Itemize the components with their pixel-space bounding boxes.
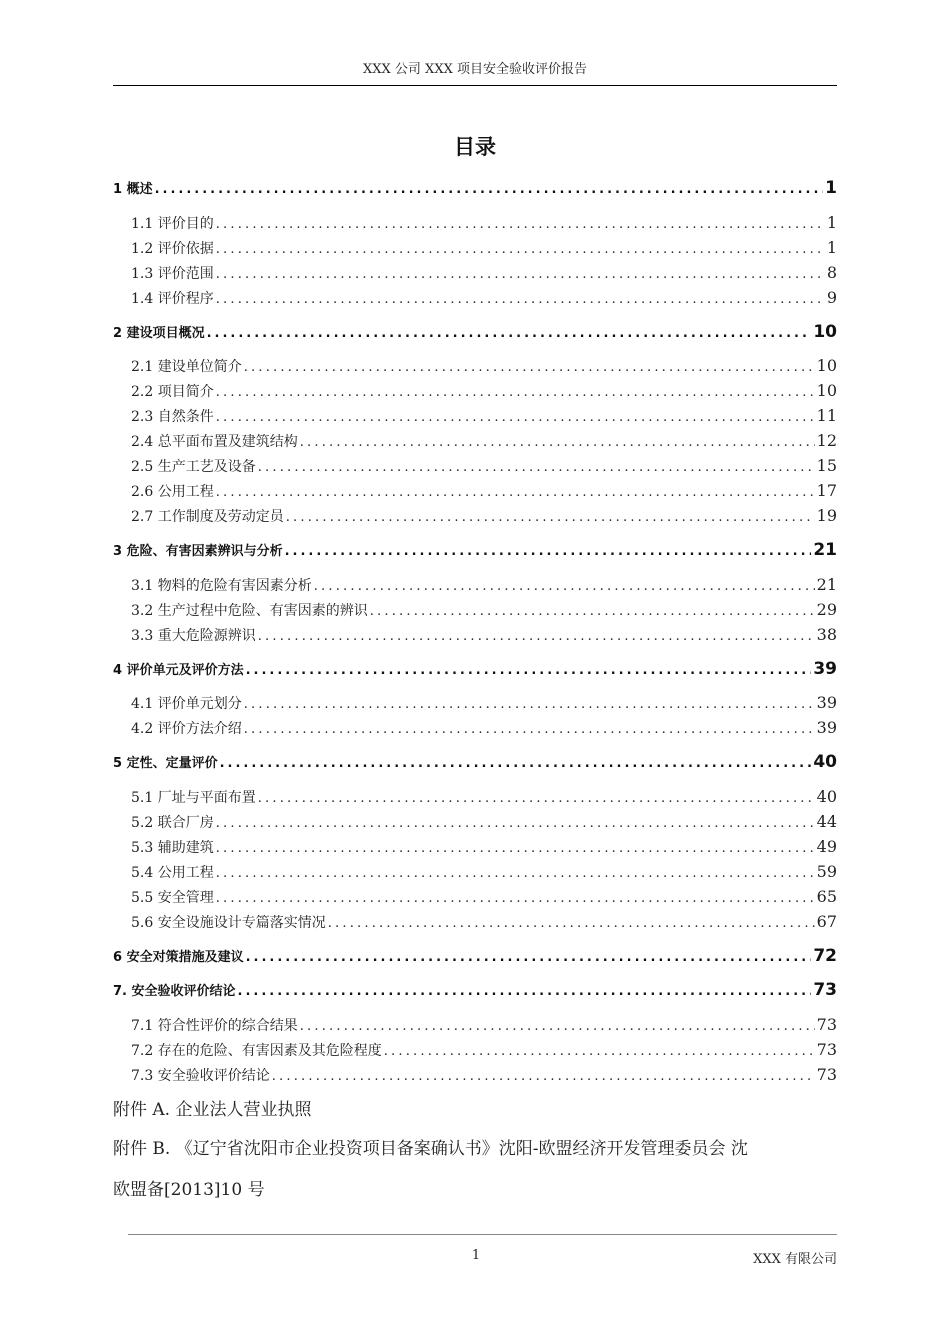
toc-entry-page: 1	[826, 213, 837, 232]
toc-entry-page: 10	[816, 381, 837, 400]
toc-entry-page: 72	[813, 946, 837, 966]
toc-entry-page: 17	[816, 481, 837, 500]
toc-entry-page: 15	[816, 456, 837, 475]
toc-entry-page: 67	[816, 912, 837, 931]
toc-entry-page: 73	[813, 980, 837, 1000]
header-rule	[113, 85, 837, 86]
toc-entry-section[interactable]	[131, 381, 837, 401]
toc-entry-section[interactable]	[131, 506, 837, 526]
toc-entry-section[interactable]	[131, 1065, 837, 1085]
toc-dot-leader	[258, 629, 815, 644]
toc-dot-leader	[300, 435, 815, 450]
toc-dot-leader	[244, 360, 815, 375]
toc-entry-page: 12	[816, 431, 837, 450]
toc-entry-chapter[interactable]	[113, 752, 837, 772]
toc-dot-leader	[207, 326, 812, 341]
footer-company: XXX 有限公司	[753, 1252, 837, 1267]
toc-entry-page: 73	[816, 1015, 837, 1034]
toc-entry-label: 7.1 符合性评价的综合结果	[131, 1018, 298, 1034]
toc-entry-chapter[interactable]	[113, 946, 837, 966]
toc-entry-page: 11	[816, 406, 837, 425]
toc-dot-leader	[238, 984, 812, 999]
toc-entry-chapter[interactable]	[113, 540, 837, 560]
toc-dot-leader	[370, 604, 815, 619]
attachment-b: 附件 B. 《辽宁省沈阳市企业投资项目备案确认书》沈阳-欧盟经济开发管理委员会 沈	[113, 1139, 748, 1159]
toc-entry-label: 1 概述	[113, 182, 153, 197]
toc-entry-label: 3.3 重大危险源辨识	[131, 628, 256, 644]
toc-entry-section[interactable]	[131, 718, 837, 738]
toc-entry-page: 40	[816, 787, 837, 806]
toc-dot-leader	[300, 1019, 815, 1034]
toc-entry-section[interactable]	[131, 693, 837, 713]
toc-dot-leader	[216, 891, 815, 906]
page-number: 1	[471, 1248, 481, 1263]
toc-entry-section[interactable]	[131, 456, 837, 476]
toc-dot-leader	[328, 916, 815, 931]
toc-entry-label: 1.3 评价范围	[131, 266, 214, 282]
toc-entry-label: 2.3 自然条件	[131, 409, 214, 425]
toc-entry-label: 2 建设项目概况	[113, 326, 205, 341]
page-header: XXX 公司 XXX 项目安全验收评价报告	[363, 62, 587, 77]
toc-dot-leader	[246, 663, 812, 678]
toc-dot-leader	[216, 485, 815, 500]
toc-entry-label: 4 评价单元及评价方法	[113, 663, 244, 678]
toc-dot-leader	[216, 242, 825, 257]
toc-entry-label: 7.2 存在的危险、有害因素及其危险程度	[131, 1043, 382, 1059]
toc-entry-label: 1.1 评价目的	[131, 216, 214, 232]
toc-entry-section[interactable]	[131, 862, 837, 882]
toc-dot-leader	[216, 816, 815, 831]
toc-dot-leader	[258, 791, 815, 806]
toc-entry-label: 5.6 安全设施设计专篇落实情况	[131, 915, 326, 931]
toc-dot-leader	[216, 385, 815, 400]
toc-entry-page: 44	[816, 812, 837, 831]
toc-entry-label: 1.2 评价依据	[131, 241, 214, 257]
toc-entry-label: 2.1 建设单位简介	[131, 359, 242, 375]
toc-entry-page: 40	[813, 752, 837, 772]
toc-entry-page: 38	[816, 625, 837, 644]
toc-entry-section[interactable]	[131, 600, 837, 620]
toc-entry-section[interactable]	[131, 887, 837, 907]
toc-entry-section[interactable]	[131, 288, 837, 308]
toc-dot-leader	[258, 460, 815, 475]
attachment-b-continued: 欧盟备[2013]10 号	[113, 1180, 265, 1200]
toc-dot-leader	[272, 1069, 815, 1084]
toc-dot-leader	[285, 544, 812, 559]
toc-entry-label: 3 危险、有害因素辨识与分析	[113, 544, 283, 559]
toc-entry-page: 49	[816, 837, 837, 856]
toc-dot-leader	[286, 510, 815, 525]
toc-dot-leader	[384, 1044, 815, 1059]
toc-entry-section[interactable]	[131, 575, 837, 595]
toc-dot-leader	[216, 841, 815, 856]
toc-entry-label: 3.2 生产过程中危险、有害因素的辨识	[131, 603, 368, 619]
toc-dot-leader	[246, 950, 812, 965]
toc-entry-chapter[interactable]	[113, 980, 837, 1000]
toc-dot-leader	[216, 217, 825, 232]
toc-entry-label: 7. 安全验收评价结论	[113, 984, 236, 999]
toc-dot-leader	[216, 410, 815, 425]
toc-entry-label: 5.3 辅助建筑	[131, 840, 214, 856]
toc-entry-section[interactable]	[131, 812, 837, 832]
toc-entry-page: 65	[816, 887, 837, 906]
toc-dot-leader	[216, 292, 825, 307]
toc-entry-page: 1	[826, 238, 837, 257]
toc-entry-section[interactable]	[131, 263, 837, 283]
toc-entry-page: 21	[813, 540, 837, 560]
toc-entry-label: 2.2 项目简介	[131, 384, 214, 400]
toc-entry-page: 59	[816, 862, 837, 881]
toc-entry-label: 5.1 厂址与平面布置	[131, 790, 256, 806]
toc-entry-label: 2.4 总平面布置及建筑结构	[131, 434, 298, 450]
toc-entry-page: 8	[826, 263, 837, 282]
toc-dot-leader	[155, 182, 824, 197]
toc-entry-section[interactable]	[131, 238, 837, 258]
toc-entry-section[interactable]	[131, 431, 837, 451]
toc-entry-label: 3.1 物料的危险有害因素分析	[131, 578, 312, 594]
attachment-a: 附件 A. 企业法人营业执照	[113, 1100, 312, 1120]
toc-entry-chapter[interactable]	[113, 659, 837, 679]
toc-entry-page: 39	[813, 659, 837, 679]
toc-entry-label: 5.2 联合厂房	[131, 815, 214, 831]
toc-entry-chapter[interactable]	[113, 322, 837, 342]
toc-entry-label: 1.4 评价程序	[131, 291, 214, 307]
toc-entry-page: 39	[816, 718, 837, 737]
toc-entry-label: 5 定性、定量评价	[113, 756, 218, 771]
toc-entry-section[interactable]	[131, 481, 837, 501]
toc-entry-chapter[interactable]	[113, 178, 837, 198]
toc-entry-label: 7.3 安全验收评价结论	[131, 1068, 270, 1084]
toc-entry-page: 21	[816, 575, 837, 594]
toc-entry-label: 2.5 生产工艺及设备	[131, 459, 256, 475]
toc-entry-page: 73	[816, 1065, 837, 1084]
toc-entry-page: 73	[816, 1040, 837, 1059]
toc-entry-section[interactable]	[131, 625, 837, 645]
toc-entry-section[interactable]	[131, 1040, 837, 1060]
toc-entry-label: 2.7 工作制度及劳动定员	[131, 509, 284, 525]
toc-entry-label: 2.6 公用工程	[131, 484, 214, 500]
toc-entry-label: 5.5 安全管理	[131, 890, 214, 906]
toc-entry-label: 6 安全对策措施及建议	[113, 950, 244, 965]
toc-entry-label: 4.1 评价单元划分	[131, 696, 242, 712]
toc-entry-page: 39	[816, 693, 837, 712]
toc-entry-section[interactable]	[131, 787, 837, 807]
toc-dot-leader	[314, 579, 815, 594]
toc-entry-section[interactable]	[131, 837, 837, 857]
toc-dot-leader	[216, 267, 825, 282]
toc-entry-page: 10	[813, 322, 837, 342]
toc-entry-label: 4.2 评价方法介绍	[131, 721, 242, 737]
toc-entry-page: 9	[826, 288, 837, 307]
toc-entry-section[interactable]	[131, 1015, 837, 1035]
toc-entry-label: 5.4 公用工程	[131, 865, 214, 881]
toc-entry-page: 1	[825, 178, 837, 198]
toc-entry-section[interactable]	[131, 406, 837, 426]
footer-rule	[128, 1234, 837, 1235]
toc-dot-leader	[244, 697, 815, 712]
toc-dot-leader	[244, 722, 815, 737]
toc-entry-page: 19	[816, 506, 837, 525]
toc-dot-leader	[216, 866, 815, 881]
toc-entry-page: 10	[816, 356, 837, 375]
toc-dot-leader	[220, 756, 812, 771]
toc-entry-section[interactable]	[131, 356, 837, 376]
toc-entry-section[interactable]	[131, 912, 837, 932]
toc-entry-section[interactable]	[131, 213, 837, 233]
toc-title: 目录	[454, 135, 496, 159]
toc-entry-page: 29	[816, 600, 837, 619]
